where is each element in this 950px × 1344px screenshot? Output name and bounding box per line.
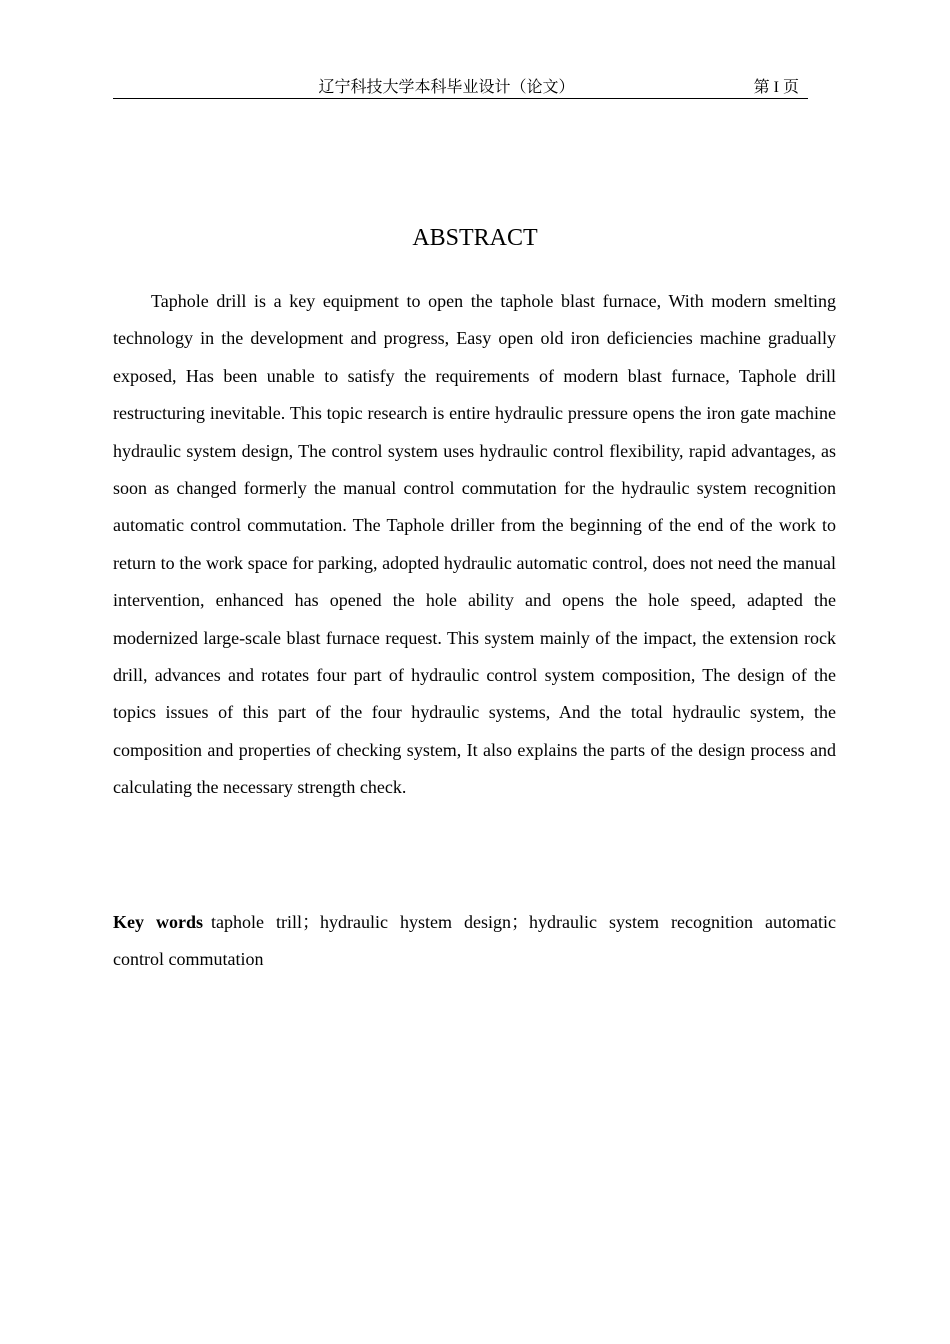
keywords-label: Key words <box>113 912 204 932</box>
abstract-body: Taphole drill is a key equipment to open the taphole blast furnace, With modern smelting technology in the development and progress, Easy open old iron deficiencies machine gradually exposed, Has been unable to satisfy the requirements of modern blast furnace, Taphole drill restructuring inevitable. This topic research is entire hydraulic pressure opens the iron gate machine hydraulic system design, The control system uses hydraulic control flexibility, rapid advantages, as soon as changed formerly the manual control commutation for the hydraulic system recognition automatic control commutation. The Taphole driller from the beginning of the end of the work to return to the work space for parking, adopted hydraulic automatic control, does not need the manual intervention, enhanced has opened the hole ability and opens the hole speed, adapted the modernized large-scale blast furnace request. This system mainly of the impact, the extension rock drill, advances and rotates four part of hydraulic control system composition, The design of the topics issues of this part of the four hydraulic systems, And the total hydraulic system, the composition and properties of checking system, It also explains the parts of the design process and calculating the necessary strength check. <box>113 291 836 798</box>
keywords-paragraph <box>113 904 836 979</box>
page-header <box>113 76 808 99</box>
keywords-text: taphole trill；hydraulic hystem design；hydraulic system recognition automatic control commutation <box>113 912 836 970</box>
abstract-heading: ABSTRACT <box>412 225 538 251</box>
header-page-number: 第 I 页 <box>753 79 799 96</box>
header-title: 辽宁科技大学本科毕业设计（论文） <box>318 79 575 96</box>
